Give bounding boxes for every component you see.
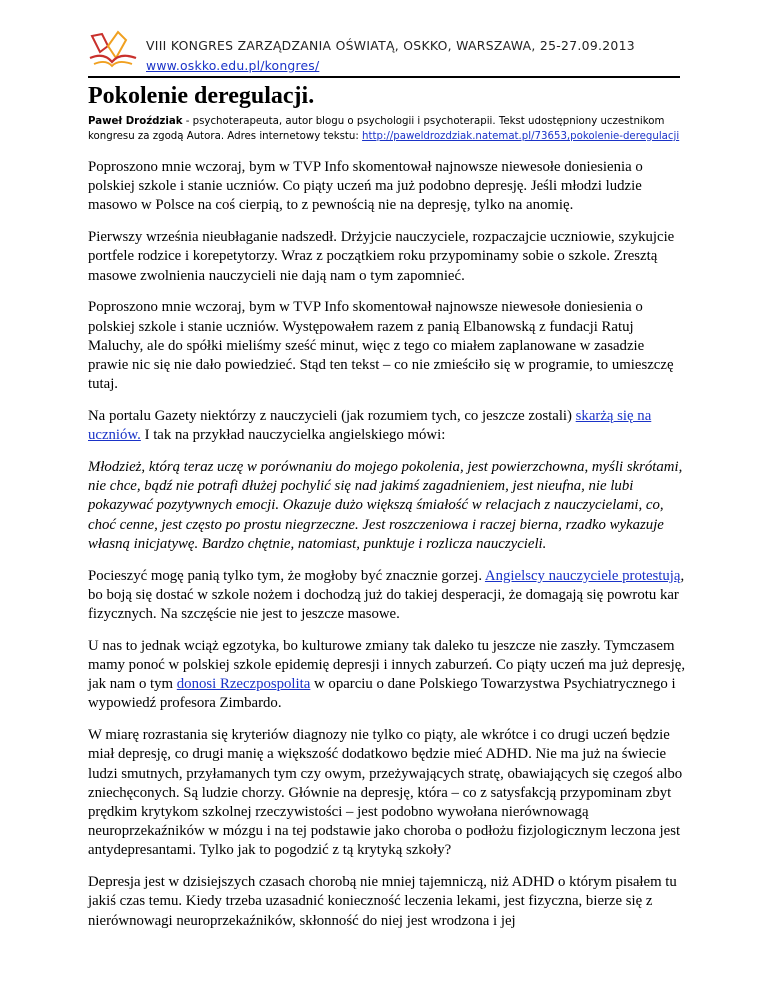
paragraph-8: Depresja jest w dzisiejszych czasach chorobą nie mniej tajemniczą, niż ADHD o którym pisałem tu jakiś czas temu. Kiedy trzeba uzasadnić konieczność leczenia lekami, jest fizyczna, bierze się z nierównowagi neuroprzekaźników, skłonność do niej jest wrodzona i jej <box>88 874 677 929</box>
congress-url-link[interactable]: www.oskko.edu.pl/kongres/ <box>146 58 320 73</box>
author-info <box>88 114 688 144</box>
header-divider <box>88 76 680 78</box>
paragraph-5-text-b: , bo boją się dostać w szkole nożem i dochodzą już do takiej desperacji, że domagają się powrotu kar fizycznych. Na szczęście nie jest to jeszcze masowe. <box>88 567 685 623</box>
source-url-link[interactable]: http://paweldrozdziak.natemat.pl/73653,pokolenie-deregulacji <box>362 131 680 142</box>
book-logo-icon <box>88 28 138 70</box>
angielscy-nauczyciele-link[interactable]: Angielscy nauczyciele protestują <box>484 567 681 584</box>
author-name: Paweł Droździak <box>88 116 183 127</box>
paragraph-7: W miarę rozrastania się kryteriów diagnozy nie tylko co piąty, ale wkrótce i co drugi uczeń będzie miał depresję, co drugi manię a większość dodatkowo będzie mieć ADHD. Nie ma już na świecie ludzi smutnych, przyłamanych tym czy owym, przeżywających stratę, obawiających się czegoś albo zniechęconych. Są ludzie chorzy. Głównie na depresję, która – co z satysfakcją przypominam zbyt prędkim krytykom szkolnej rzeczywistości – jest podobno wywołana nierównowagą neuroprzekaźników w mózgu i na tej podstawie jako choroba o podłożu fizjologicznym leczona jest antydepresantami. Tylko jak to pogodzić z tą krytyką szkoły? <box>88 727 683 859</box>
author-description: - psychoterapeuta, autor blogu o psychologii i psychoterapii. Tekst udostępniony uczestnikom kongresu za zgodą Autora. Adres internetowy tekstu: <box>88 116 665 142</box>
congress-title: VIII KONGRES ZARZĄDZANIA OŚWIATĄ, OSKKO, WARSZAWA, 25-27.09.2013 <box>146 38 635 53</box>
paragraph-5-text-a: Pocieszyć mogę panią tylko tym, że mogłoby być znacznie gorzej. <box>88 567 485 584</box>
paragraph-5 <box>88 567 688 625</box>
page-header <box>88 28 680 78</box>
paragraph-6-text-a: U nas to jednak wciąż egzotyka, bo kulturowe zmiany tak daleko tu jeszcze nie zaszły. Tymczasem mamy ponoć w polskiej szkole epidemię depresji i innych zaburzeń. Co piąty uczeń ma już depresję, jak nam o tym <box>88 637 686 693</box>
paragraph-4-text-a: Na portalu Gazety niektórzy z nauczycieli (jak rozumiem tych, co jeszcze zostali) <box>88 408 576 425</box>
paragraph-3: Poproszono mnie wczoraj, bym w TVP Info skomentował najnowsze niewesołe doniesienia o polskiej szkole i stanie uczniów. Występowałem razem z panią Elbanowską z fundacji Ratuj Maluchy, ale do spółki mieliśmy sześć minut, więc z tego co miałem zaplanowane w zasadzie prawie nic się nie dało powiedzieć. Stąd ten tekst – co nie zmieściło się w programie, to umieszczę tutaj. <box>88 299 674 393</box>
paragraph-6 <box>88 637 688 714</box>
rzeczpospolita-link[interactable]: donosi Rzeczpospolita <box>176 676 311 693</box>
paragraph-4 <box>88 407 688 445</box>
skarza-sie-link[interactable]: skarżą się na uczniów. <box>88 408 652 444</box>
article-body <box>88 82 688 943</box>
paragraph-6-text-b: w oparciu o dane Polskiego Towarzystwa Psychiatrycznego i wypowiedź profesora Zimbardo. <box>88 676 676 712</box>
paragraph-4-text-b: I tak na przykład nauczycielka angielskiego mówi: <box>140 427 446 444</box>
paragraph-1: Poproszono mnie wczoraj, bym w TVP Info skomentował najnowsze niewesołe doniesienia o polskiej szkole i stanie uczniów. Co piąty uczeń ma już podobno depresję. Jeśli młodzi ludzie masowo w Polsce na coś cierpią, to z pewnością nie na depresję, tylko na anomię. <box>88 159 643 214</box>
teacher-quote: Młodzież, którą teraz uczę w porównaniu do mojego pokolenia, jest powierzchowna, myśli skrótami, nie chce, bądź nie potrafi dłużej pochylić się nad jakimś zagadnieniem, jest nieufna, nie lubi pokazywać pozytywnych emocji. Okazuje dużo większą śmiałość w relacjach z nauczycielami, co, choć cenne, jest często po prostu niegrzeczne. Jest roszczeniowa i raczej bierna, rzadko wykazuje własną inicjatywę. Bardzo chętnie, natomiast, punktuje i rozlicza nauczycieli. <box>88 459 683 552</box>
paragraph-2: Pierwszy września nieubłaganie nadszedł. Drżyjcie nauczyciele, rozpaczajcie uczniowie, szykujcie portfele rodzice i korepetytorzy. Wraz z początkiem roku przypominamy sobie o szkole. Zresztą masowe zwolnienia nauczycieli nie dają nam o tym zapomnieć. <box>88 229 675 284</box>
article-title: Pokolenie deregulacji. <box>88 83 315 109</box>
